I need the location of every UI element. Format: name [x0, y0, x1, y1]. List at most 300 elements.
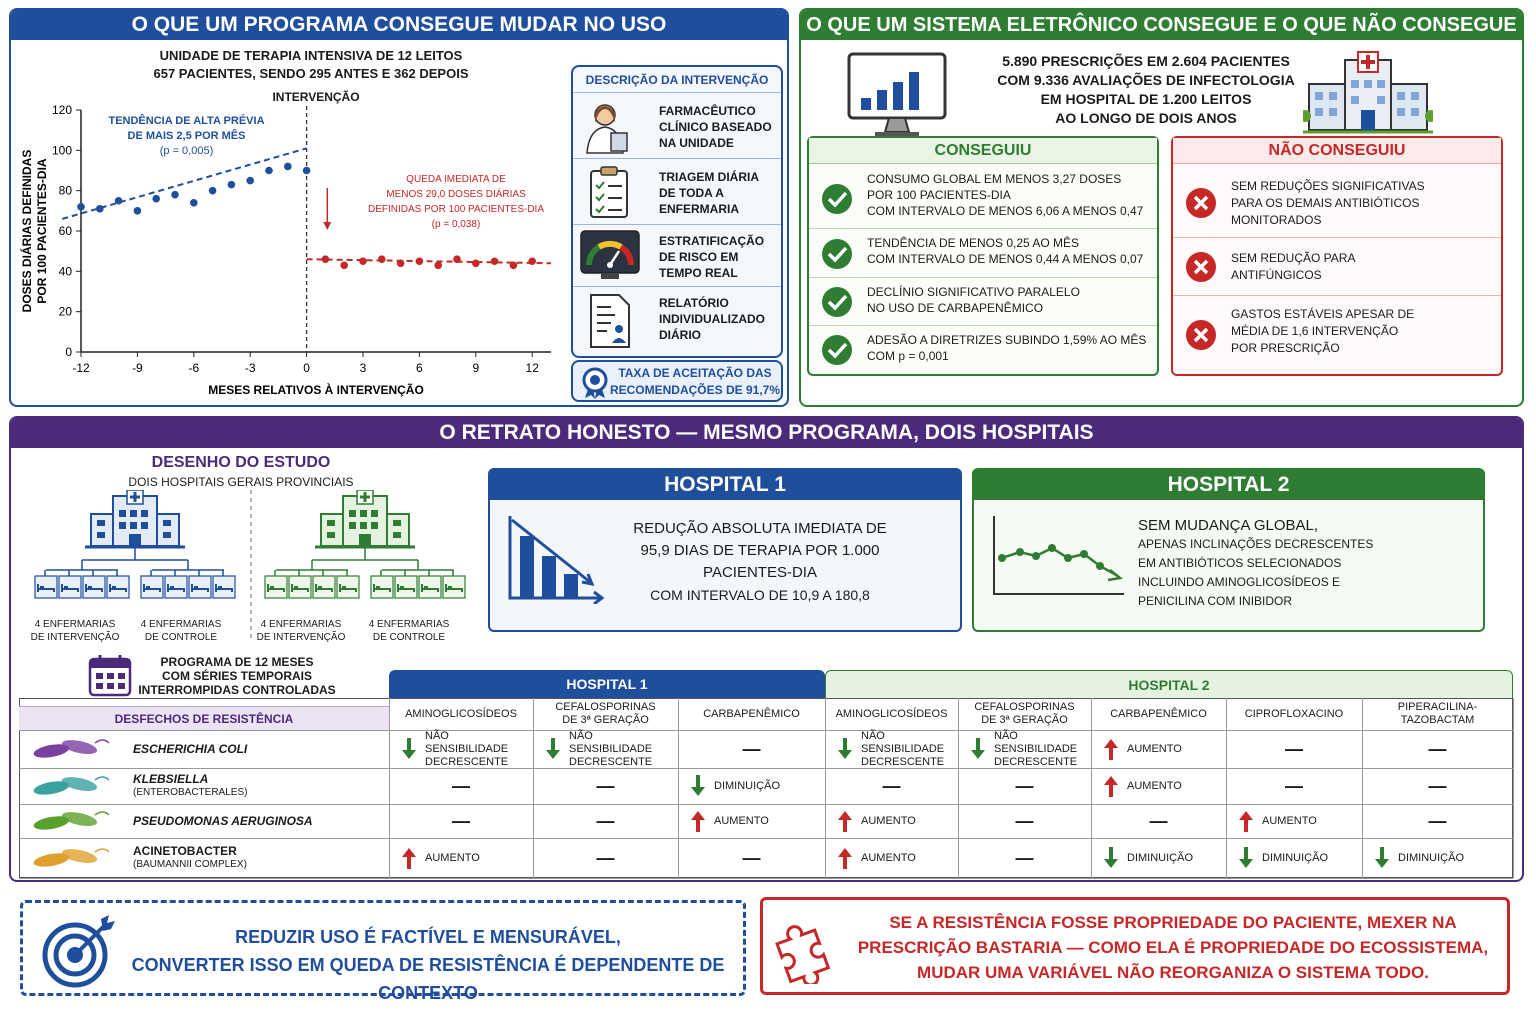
- result-cell: [1226, 730, 1362, 768]
- stat-line: COM 9.336 AVALIAÇÕES DE INFECTOLOGIA: [997, 72, 1295, 88]
- series1-point: [77, 203, 85, 211]
- result-cell: [678, 804, 825, 838]
- series2-point: [322, 255, 330, 263]
- stat-line: EM HOSPITAL DE 1.200 LEITOS: [1040, 91, 1252, 107]
- item-line: SEM REDUÇÃO PARA: [1231, 251, 1356, 265]
- no-change-dash: —: [596, 847, 615, 868]
- series2-point: [340, 261, 348, 269]
- conclusion-line: CONVERTER ISSO EM QUEDA DE RESISTÊNCIA É DEPENDENTE DE CONTEXTO: [131, 955, 725, 1003]
- arrow-up-icon: [1103, 774, 1119, 798]
- item-line: ENFERMARIA: [659, 202, 739, 216]
- series2-point: [359, 257, 367, 265]
- no-change-dash: —: [1285, 738, 1303, 759]
- result-text: [861, 815, 916, 828]
- no-change-dash: —: [452, 810, 470, 831]
- hospital2-text: [1138, 516, 1438, 611]
- result-text: [1127, 852, 1193, 865]
- item-line: ESTRATIFICAÇÃO: [659, 234, 765, 248]
- ward-label-1: [25, 618, 125, 644]
- check-icon: [821, 238, 853, 270]
- bacteria-icon-wrap: [27, 838, 113, 878]
- series2-point: [491, 257, 499, 265]
- result-cell: [389, 838, 533, 878]
- result-line: NÃO SENSIBILIDADE: [861, 729, 945, 755]
- result-cell: [678, 730, 825, 768]
- x-tick-label: 6: [416, 361, 423, 375]
- arrow-up-icon: [1103, 737, 1119, 761]
- arrow-up-icon: [401, 846, 417, 870]
- arrow-down-icon: [837, 737, 853, 761]
- column-header-line: TAZOBACTAM: [1400, 714, 1475, 726]
- trend-note-line: TENDÊNCIA DE ALTA PRÉVIA: [108, 115, 265, 127]
- bacteria-icon-wrap: [27, 730, 113, 768]
- no-change-dash: —: [1149, 810, 1168, 831]
- series2-point: [397, 259, 405, 267]
- result-text: [1127, 780, 1182, 793]
- x-tick-label: -9: [132, 361, 143, 375]
- result-cell: [678, 768, 825, 804]
- organism-label: [133, 838, 247, 878]
- cross-icon: [1185, 251, 1217, 283]
- intervention-item-risk: [573, 225, 781, 287]
- result-line: NÃO SENSIBILIDADE: [994, 729, 1078, 755]
- no-change-dash: —: [452, 775, 470, 796]
- result-text: [425, 852, 480, 865]
- x-tick-label: 0: [303, 361, 310, 375]
- result-cell: [1091, 838, 1226, 878]
- conclusion-line: PRESCRIÇÃO BASTARIA — COMO ELA É PROPRIEDADE DO ECOSSISTEMA,: [857, 938, 1489, 957]
- result-cell: [1226, 838, 1362, 878]
- not-achieved-title: NÃO CONSEGUIU: [1173, 138, 1501, 164]
- result-line: DIMINUIÇÃO: [1127, 851, 1193, 864]
- hospital1-card: [488, 468, 962, 632]
- stat-line: AO LONGO DE DOIS ANOS: [1055, 110, 1237, 126]
- result-text: [1127, 743, 1182, 756]
- intervention-item-report: [573, 287, 781, 355]
- organism-name: ESCHERICHIA COLI: [133, 742, 248, 756]
- drop-note-line: QUEDA IMEDIATA DE: [406, 174, 506, 185]
- result-line: AUMENTO: [861, 814, 916, 827]
- item-line: RELATÓRIO: [659, 296, 729, 310]
- result-text: [714, 815, 769, 828]
- arrow-down-icon: [1238, 846, 1254, 870]
- organism-name: ACINETOBACTER: [133, 844, 237, 858]
- intervention-label: INTERVENÇÃO: [272, 90, 360, 104]
- result-cell: [533, 768, 678, 804]
- result-line: AUMENTO: [1127, 742, 1182, 755]
- series1-point: [228, 181, 236, 189]
- arrow-down-icon: [690, 774, 706, 798]
- arrow-down-icon: [1374, 846, 1390, 870]
- result-line: DIMINUIÇÃO: [714, 779, 780, 792]
- badge-text: [609, 365, 781, 399]
- arrow-down-icon: [545, 737, 561, 761]
- achieved-item: [809, 278, 1157, 326]
- x-tick-label: 3: [359, 361, 367, 375]
- series1-point: [115, 197, 123, 205]
- column-header-line: CEFALOSPORINAS: [974, 701, 1075, 713]
- program-line: PROGRAMA DE 12 MESES: [160, 655, 314, 669]
- series1-point: [152, 195, 160, 203]
- program-line: INTERROMPIDAS CONTROLADAS: [138, 683, 336, 697]
- series1-point: [265, 167, 273, 175]
- column-header: [1362, 698, 1513, 730]
- item-line: DIÁRIO: [659, 328, 701, 342]
- intervention-box-title: DESCRIÇÃO DA INTERVENÇÃO: [573, 67, 781, 93]
- item-line: DE TODA A: [659, 186, 724, 200]
- series1-point: [246, 177, 254, 185]
- result-cell: [389, 730, 533, 768]
- item-line: COM INTERVALO DE MENOS 0,44 A MENOS 0,07: [867, 252, 1144, 266]
- item-line: MÉDIA DE 1,6 INTERVENÇÃO: [1231, 324, 1399, 338]
- series2-point: [378, 255, 386, 263]
- target-icon: [41, 913, 117, 989]
- not-achieved-item-text: [1231, 250, 1355, 284]
- ward-label-line: DE CONTROLE: [372, 632, 446, 643]
- intervention-item-text: [659, 233, 764, 281]
- arrow-up-icon: [837, 809, 853, 833]
- x-axis-label: MESES RELATIVOS À INTERVENÇÃO: [208, 383, 424, 397]
- panel-electronic-system: [799, 8, 1524, 407]
- puzzle-icon: [771, 914, 843, 984]
- column-header-line: AMINOGLICOSÍDEOS: [835, 707, 948, 720]
- y-tick-label: 0: [65, 345, 72, 359]
- conclusion-right: [760, 897, 1510, 995]
- result-cell: [825, 768, 958, 804]
- item-line: ADESÃO A DIRETRIZES SUBINDO 1,59% AO MÊS: [867, 333, 1147, 347]
- panel2-title: O QUE UM SISTEMA ELETRÔNICO CONSEGUE E O QUE NÃO CONSEGUE: [801, 10, 1522, 40]
- bacteria-icon: [27, 768, 113, 804]
- result-cell: [389, 804, 533, 838]
- h2-line: APENAS INCLINAÇÕES DECRESCENTES: [1138, 537, 1374, 551]
- intervention-item-text: [659, 103, 772, 151]
- item-line: TEMPO REAL: [659, 266, 738, 280]
- item-line: DE RISCO EM: [659, 250, 739, 264]
- panel2-stats: [981, 52, 1311, 128]
- result-cell: [825, 730, 958, 768]
- flat-line-icon: [988, 512, 1128, 604]
- result-cell: [825, 804, 958, 838]
- trend-note: [99, 114, 274, 159]
- organism-label: [133, 768, 247, 804]
- acceptance-badge: [571, 360, 783, 402]
- result-line: AUMENTO: [714, 814, 769, 827]
- result-line: AUMENTO: [861, 851, 916, 864]
- item-line: NA UNIDADE: [659, 136, 734, 150]
- item-line: GASTOS ESTÁVEIS APESAR DE: [1231, 307, 1415, 321]
- column-header-line: CIPROFLOXACINO: [1244, 707, 1344, 720]
- item-line: PARA OS DEMAIS ANTIBIÓTICOS: [1231, 196, 1420, 210]
- result-line: AUMENTO: [425, 851, 480, 864]
- check-icon: [821, 183, 853, 215]
- result-line: NÃO SENSIBILIDADE: [569, 729, 653, 755]
- y-tick-label: 40: [58, 264, 72, 279]
- monitor-chart-icon: [847, 52, 947, 140]
- organism-subtitle: (ENTEROBACTERALES): [133, 787, 248, 798]
- usage-chart: [11, 88, 571, 406]
- conclusion-line: REDUZIR USO É FACTÍVEL E MENSURÁVEL,: [235, 927, 621, 947]
- column-header: [958, 698, 1091, 730]
- not-achieved-item-text: [1231, 306, 1414, 357]
- ward-label-line: DE INTERVENÇÃO: [30, 632, 120, 643]
- column-header-line: CARBAPENÊMICO: [1110, 707, 1207, 720]
- arrow-down-icon: [970, 737, 986, 761]
- check-icon: [821, 334, 853, 366]
- bacteria-icon: [27, 804, 113, 838]
- item-line: POR 100 PACIENTES-DIA: [867, 188, 1011, 202]
- bacteria-icon: [27, 730, 113, 768]
- ward-label-4: [359, 618, 459, 644]
- program-line: COM SÉRIES TEMPORAIS: [161, 669, 313, 683]
- result-text: [714, 780, 780, 793]
- design-subtitle: DOIS HOSPITAIS GERAIS PROVINCIAIS: [128, 475, 354, 489]
- item-line: COM p = 0,001: [867, 349, 949, 363]
- no-change-dash: —: [742, 738, 761, 759]
- result-text: [861, 852, 916, 865]
- column-header: [1226, 698, 1362, 730]
- x-tick-label: -3: [244, 361, 256, 375]
- conclusion-left: [20, 900, 746, 1003]
- organism-label: [133, 730, 247, 768]
- declining-bars-icon: [504, 512, 604, 604]
- resistance-table: [19, 670, 1513, 880]
- panel-honest-portrait: [9, 416, 1524, 882]
- y-tick-label: 20: [58, 304, 72, 319]
- achieved-title: CONSEGUIU: [809, 138, 1157, 164]
- conclusion-line: MUDAR UMA VARIÁVEL NÃO REORGANIZA O SISTEMA TODO.: [917, 963, 1429, 982]
- column-divider: [1513, 698, 1514, 878]
- check-icon: [821, 286, 853, 318]
- no-change-dash: —: [596, 810, 615, 831]
- drop-note: [366, 172, 546, 232]
- no-change-dash: —: [1015, 847, 1034, 868]
- row-divider: [19, 878, 1513, 879]
- column-header: [825, 698, 958, 730]
- column-header: [1091, 698, 1226, 730]
- achieved-box: [807, 136, 1159, 376]
- no-change-dash: —: [1428, 738, 1447, 759]
- arrow-down-icon: [401, 737, 417, 761]
- y-tick-label: 80: [58, 183, 72, 198]
- result-text: [569, 730, 678, 769]
- result-line: DIMINUIÇÃO: [1398, 851, 1464, 864]
- result-cell: [958, 838, 1091, 878]
- result-cell: [533, 730, 678, 768]
- panel1-subtitle-1: UNIDADE DE TERAPIA INTENSIVA DE 12 LEITOS: [159, 48, 463, 63]
- achieved-item-text: [867, 171, 1143, 219]
- result-text: [861, 730, 958, 769]
- result-line: NÃO SENSIBILIDADE: [425, 729, 509, 755]
- panel3-title: O RETRATO HONESTO — MESMO PROGRAMA, DOIS HOSPITAIS: [11, 418, 1522, 448]
- result-line: AUMENTO: [1262, 814, 1317, 827]
- panel1-subtitle-2: 657 PACIENTES, SENDO 295 ANTES E 362 DEPOIS: [153, 66, 469, 81]
- y-tick-label: 60: [58, 224, 72, 238]
- bacteria-icon-wrap: [27, 804, 113, 838]
- h1-line: COM INTERVALO DE 10,9 A 180,8: [650, 587, 870, 603]
- result-cell: [958, 768, 1091, 804]
- x-tick-label: -6: [188, 361, 200, 375]
- pharmacist-icon: [581, 99, 637, 155]
- not-achieved-item: [1173, 168, 1501, 238]
- series2-point: [434, 261, 442, 269]
- panel1-title: O QUE UM PROGRAMA CONSEGUE MUDAR NO USO: [11, 10, 787, 40]
- result-cell: [1091, 768, 1226, 804]
- row-header: DESFECHOS DE RESISTÊNCIA: [19, 706, 389, 730]
- achieved-item-text: [867, 284, 1080, 316]
- table-hospital2-header: HOSPITAL 2: [825, 670, 1513, 698]
- report-icon: [587, 293, 633, 351]
- y-axis-label: POR 100 PACIENTES-DIA: [35, 158, 49, 304]
- h1-line: 95,9 DIAS DE TERAPIA POR 1.000: [640, 542, 880, 559]
- y-axis-label: DOSES DIÁRIAS DEFINIDAS: [20, 149, 34, 313]
- result-line: DECRESCENTE: [425, 755, 509, 768]
- table-hospital1-header: HOSPITAL 1: [389, 670, 825, 698]
- no-change-dash: —: [882, 775, 901, 796]
- series1-point: [190, 199, 198, 207]
- result-line: DIMINUIÇÃO: [1262, 851, 1328, 864]
- hospital-building-icon: [85, 490, 185, 547]
- x-tick-label: -12: [72, 361, 90, 375]
- intervention-item-pharmacist: [573, 93, 781, 159]
- x-tick-label: 9: [472, 361, 480, 375]
- series2-point: [416, 257, 424, 265]
- h2-line: SEM MUDANÇA GLOBAL,: [1138, 517, 1319, 534]
- achieved-item-text: [867, 332, 1146, 364]
- column-header: [678, 698, 825, 730]
- ward-label-line: DE CONTROLE: [144, 632, 218, 643]
- no-change-dash: —: [1285, 775, 1303, 796]
- hospital2-card: [972, 468, 1485, 632]
- series1-point: [96, 205, 104, 213]
- no-change-dash: —: [1428, 775, 1447, 796]
- cross-icon: [1185, 187, 1217, 219]
- bacteria-icon: [27, 838, 113, 878]
- item-line: TRIAGEM DIÁRIA: [659, 170, 759, 184]
- result-cell: [1362, 838, 1513, 878]
- result-text: [1262, 852, 1328, 865]
- column-header-line: AMINOGLICOSÍDEOS: [405, 707, 517, 720]
- hospital1-title: HOSPITAL 1: [490, 470, 960, 500]
- cross-icon: [1185, 319, 1217, 351]
- series1-point: [303, 167, 311, 175]
- achieved-item: [809, 168, 1157, 229]
- item-line: NO USO DE CARBAPENÊMICO: [867, 301, 1044, 315]
- arrow-up-icon: [837, 846, 853, 870]
- clipboard-icon: [585, 165, 635, 221]
- hospital-building-icon: [315, 490, 415, 547]
- organism-subtitle: (BAUMANNII COMPLEX): [133, 859, 247, 870]
- organism-name: KLEBSIELLA: [133, 772, 209, 786]
- no-change-dash: —: [1015, 810, 1034, 831]
- not-achieved-item-text: [1231, 178, 1425, 229]
- no-change-dash: —: [742, 847, 761, 868]
- no-change-dash: —: [1428, 810, 1447, 831]
- result-cell: [1362, 730, 1513, 768]
- series1-point: [171, 191, 179, 199]
- intervention-box: [571, 65, 783, 358]
- gauge-icon: [579, 229, 641, 283]
- trend-note-line: (p = 0,005): [159, 145, 214, 157]
- result-text: [994, 730, 1091, 769]
- result-line: AUMENTO: [1127, 779, 1182, 792]
- hospital1-text: [610, 518, 910, 606]
- series2-point: [472, 259, 480, 267]
- not-achieved-item: [1173, 238, 1501, 296]
- result-cell: [533, 804, 678, 838]
- series2-point: [510, 261, 518, 269]
- intervention-item-triage: [573, 159, 781, 225]
- result-cell: [958, 730, 1091, 768]
- drop-arrow-head: [323, 222, 331, 230]
- item-line: SEM REDUÇÕES SIGNIFICATIVAS: [1231, 179, 1425, 193]
- h2-line: INCLUINDO AMINOGLICOSÍDEOS E: [1138, 575, 1341, 589]
- y-tick-label: 120: [51, 103, 72, 117]
- hospital-icon: [1303, 50, 1433, 136]
- bacteria-icon-wrap: [27, 768, 113, 804]
- item-line: TENDÊNCIA DE MENOS 0,25 AO MÊS: [867, 236, 1080, 250]
- result-line: DECRESCENTE: [861, 755, 945, 768]
- result-cell: [1226, 768, 1362, 804]
- badge-line: TAXA DE ACEITAÇÃO DAS: [618, 366, 772, 380]
- award-icon: [579, 366, 611, 400]
- arrow-up-icon: [1238, 809, 1254, 833]
- conclusion-left-text: [113, 923, 743, 1007]
- item-line: POR PRESCRIÇÃO: [1231, 341, 1340, 355]
- drop-note-line: (p = 0,038): [431, 219, 481, 230]
- result-line: DECRESCENTE: [569, 755, 653, 768]
- intervention-item-text: [659, 169, 759, 217]
- result-cell: [1226, 804, 1362, 838]
- item-line: INDIVIDUALIZADO: [659, 312, 765, 326]
- result-cell: [958, 804, 1091, 838]
- item-line: ANTIFÚNGICOS: [1231, 268, 1322, 282]
- drop-note-line: DEFINIDAS POR 100 PACIENTES-DIA: [368, 204, 544, 215]
- result-text: [425, 730, 533, 769]
- result-cell: [678, 838, 825, 878]
- column-header-line: DE 3ª GERAÇÃO: [562, 714, 649, 726]
- organism-name: PSEUDOMONAS AERUGINOSA: [133, 814, 313, 828]
- ward-label-line: 4 ENFERMARIAS: [140, 619, 222, 630]
- result-cell: [389, 768, 533, 804]
- y-tick-label: 100: [51, 143, 72, 158]
- not-achieved-item: [1173, 296, 1501, 374]
- ward-label-line: DE INTERVENÇÃO: [256, 632, 346, 643]
- ward-label-3: [251, 618, 351, 644]
- ward-label-line: 4 ENFERMARIAS: [34, 619, 116, 630]
- conclusion-right-text: [843, 910, 1503, 985]
- result-text: [1262, 815, 1317, 828]
- result-text: [1398, 852, 1464, 865]
- column-header-line: DE 3ª GERAÇÃO: [981, 714, 1068, 726]
- organism-label: [133, 804, 313, 838]
- item-line: CONSUMO GLOBAL EM MENOS 3,27 DOSES: [867, 172, 1122, 186]
- column-header: [533, 698, 678, 730]
- intervention-item-text: [659, 295, 765, 343]
- h1-line: REDUÇÃO ABSOLUTA IMEDIATA DE: [633, 520, 887, 537]
- h2-line: EM ANTIBIÓTICOS SELECIONADOS: [1138, 556, 1342, 570]
- series1-point: [209, 187, 217, 195]
- achieved-item: [809, 229, 1157, 278]
- ward-label-line: 4 ENFERMARIAS: [260, 619, 342, 630]
- result-cell: [825, 838, 958, 878]
- item-line: MONITORADOS: [1231, 213, 1322, 227]
- arrow-up-icon: [690, 809, 706, 833]
- item-line: DECLÍNIO SIGNIFICATIVO PARALELO: [867, 285, 1080, 299]
- achieved-item-text: [867, 235, 1143, 267]
- series2-point: [528, 257, 536, 265]
- design-title: DESENHO DO ESTUDO: [151, 454, 331, 471]
- column-header-line: PIPERACILINA-: [1397, 701, 1478, 713]
